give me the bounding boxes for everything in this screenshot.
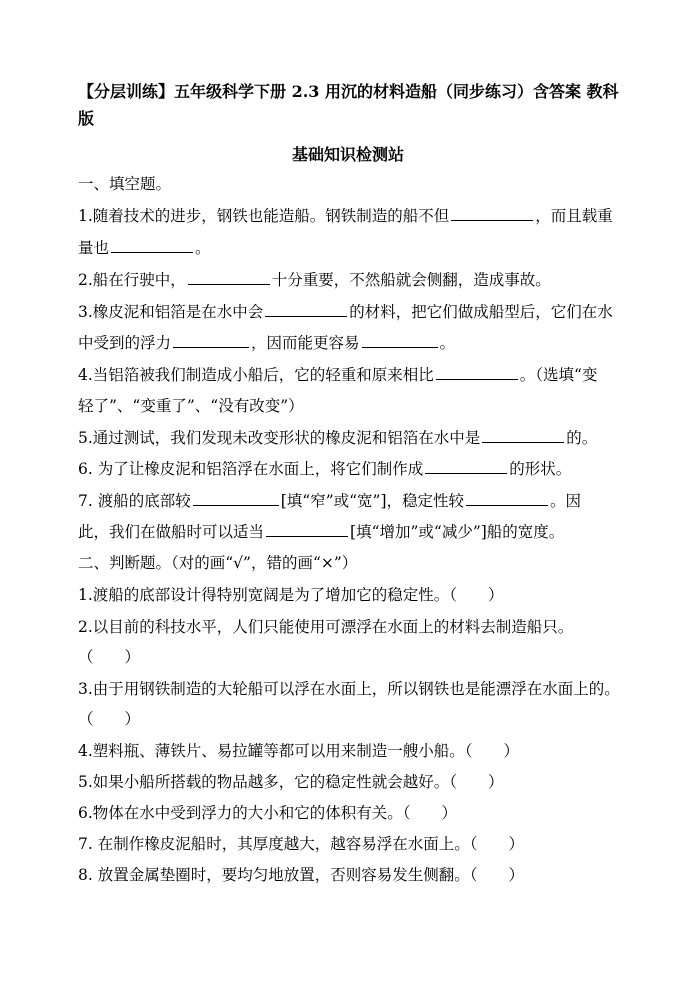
answer-blank	[188, 268, 270, 285]
judge-question-8: 8. 放置金属垫圈时，要均匀地放置，否则容易发生侧翻。（ ）	[78, 866, 524, 884]
answer-blank	[265, 300, 347, 317]
question-5: 5.通过测试，我们发现未改变形状的橡皮泥和铝箔在水中是 的。	[78, 424, 626, 452]
question-1-line-1: 1.随着技术的进步，钢铁也能造船。钢铁制造的船不但 ，而且载重	[78, 202, 626, 230]
judge-question-2-line-1: 2.以目前的科技水平，人们只能使用可漂浮在水面上的材料去制造船只。	[78, 618, 574, 636]
judge-question-3-line-2: （ ）	[78, 710, 141, 728]
answer-blank	[111, 236, 193, 253]
question-6: 6. 为了让橡皮泥和铝箔浮在水面上，将它们制作成 的形状。	[78, 455, 626, 483]
question-4-line-1: 4.当铝箔被我们制造成小船后，它的轻重和原来相比 。（选填“变	[78, 361, 626, 389]
fill-in-heading: 一、填空题。	[78, 175, 172, 193]
question-4-line-2: 轻了”、“变重了”、“没有改变”）	[78, 397, 304, 415]
answer-blank	[173, 331, 249, 348]
answer-blank	[362, 331, 438, 348]
answer-blank	[193, 489, 279, 506]
question-3-line-2: 中受到的浮力 ，因而能更容易 。	[78, 329, 626, 357]
question-3-line-1: 3.橡皮泥和铝箔是在水中会 的材料，把它们做成船型后，它们在水	[78, 298, 626, 326]
answer-blank	[451, 204, 533, 221]
judge-question-3-line-1: 3.由于用钢铁制造的大轮船可以浮在水面上，所以钢铁也是能漂浮在水面上的。	[78, 680, 620, 698]
question-1-line-2: 量也 。	[78, 234, 626, 262]
answer-blank	[266, 520, 348, 537]
answer-blank	[425, 457, 507, 474]
question-2: 2.船在行驶中， 十分重要，不然船就会侧翻，造成事故。	[78, 266, 626, 294]
judge-question-2-line-2: （ ）	[78, 648, 141, 666]
judge-question-6: 6.物体在水中受到浮力的大小和它的体积有关。（ ）	[78, 804, 458, 822]
judge-question-7: 7. 在制作橡皮泥船时，其厚度越大，越容易浮在水面上。（ ）	[78, 835, 524, 853]
section-subtitle: 基础知识检测站	[291, 145, 404, 164]
page-title: 【分层训练】五年级科学下册 2.3 用沉的材料造船（同步练习）含答案 教科版	[78, 82, 619, 128]
judge-question-1: 1.渡船的底部设计得特别宽阔是为了增加它的稳定性。（ ）	[78, 586, 504, 604]
judge-question-5: 5.如果小船所搭载的物品越多，它的稳定性就会越好。（ ）	[78, 773, 504, 791]
question-7-line-2: 此，我们在做船时可以适当 [填“增加”或“减少”]船的宽度。	[78, 518, 626, 546]
judge-question-4: 4.塑料瓶、薄铁片、易拉罐等都可以用来制造一艘小船。（ ）	[78, 742, 520, 760]
answer-blank	[436, 363, 518, 380]
answer-blank	[466, 489, 548, 506]
question-7-line-1: 7. 渡船的底部较 [填“窄”或“宽”]，稳定性较 。因	[78, 487, 626, 515]
answer-blank	[482, 426, 564, 443]
true-false-heading: 二、判断题。（对的画“√”，错的画“×”）	[78, 554, 358, 572]
